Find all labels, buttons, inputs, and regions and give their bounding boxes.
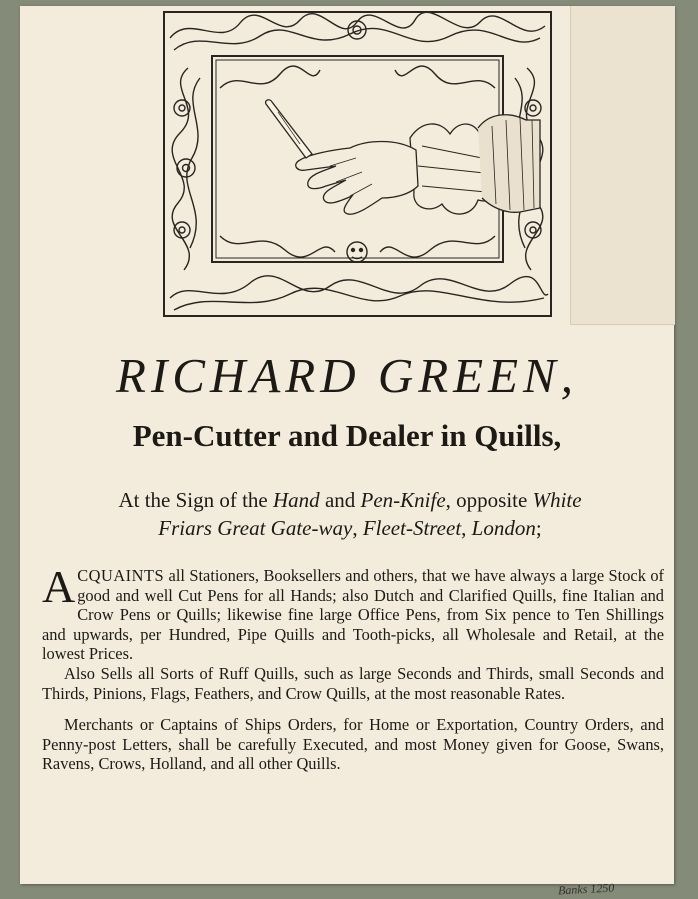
trade-description: Pen-Cutter and Dealer in Quills, (132, 418, 562, 453)
address-text: , opposite (445, 488, 533, 512)
street-fleet: Fleet-Street (362, 516, 462, 540)
sign-pen-knife: Pen-Knife (360, 488, 446, 512)
address-text: , (461, 516, 472, 540)
paragraph-acquaints (42, 561, 664, 664)
address-text: and (319, 488, 361, 512)
archive-mark: Banks 1250 (557, 880, 615, 898)
merchant-name: RICHARD GREEN, (116, 348, 578, 403)
hand-holding-pen-knife-icon (160, 8, 555, 320)
address-text: At the Sign of the (118, 488, 274, 512)
paragraph-ruff-quills: Also Sells all Sorts of Ruff Quills, such as large Seconds and Thirds, small Seconds and Thirds, Pinions, Flags, Feathers, and Crow Quills, at the most reasonable Rates. (42, 663, 664, 703)
paper-repair-patch (570, 6, 675, 325)
lead-word: CQUAINTS (77, 566, 165, 585)
city-london: London (471, 516, 536, 540)
advertisement-body (42, 561, 664, 774)
address-text: , (352, 516, 363, 540)
landmark-white: White (532, 488, 582, 512)
paragraph-text: all Stationers, Booksellers and others, that we have always a large Stock of good and well Cut Pens for all Hands; also Dutch and Clarified Quills, fine Italian and Crow Pens or Quills; likewise fine large Office Pens, from Six pence to Ten Shillings and upwards, per Hundred, Pipe Quills and Tooth-picks, all Wholesale and Retail, at the lowest Prices. (42, 566, 664, 664)
paragraph-orders: Merchants or Captains of Ships Orders, for Home or Exportation, Country Orders, and Penny-post Letters, shall be carefully Executed, and most Money given for Goose, Swans, Ravens, Crows, Holland, and all other Quills. (42, 715, 664, 774)
drop-cap: A (42, 561, 76, 612)
sign-hand: Hand (273, 488, 320, 512)
shop-address (40, 486, 660, 542)
address-text: ; (535, 516, 542, 540)
landmark-friars-gate: Friars Great Gate-way (158, 516, 353, 540)
